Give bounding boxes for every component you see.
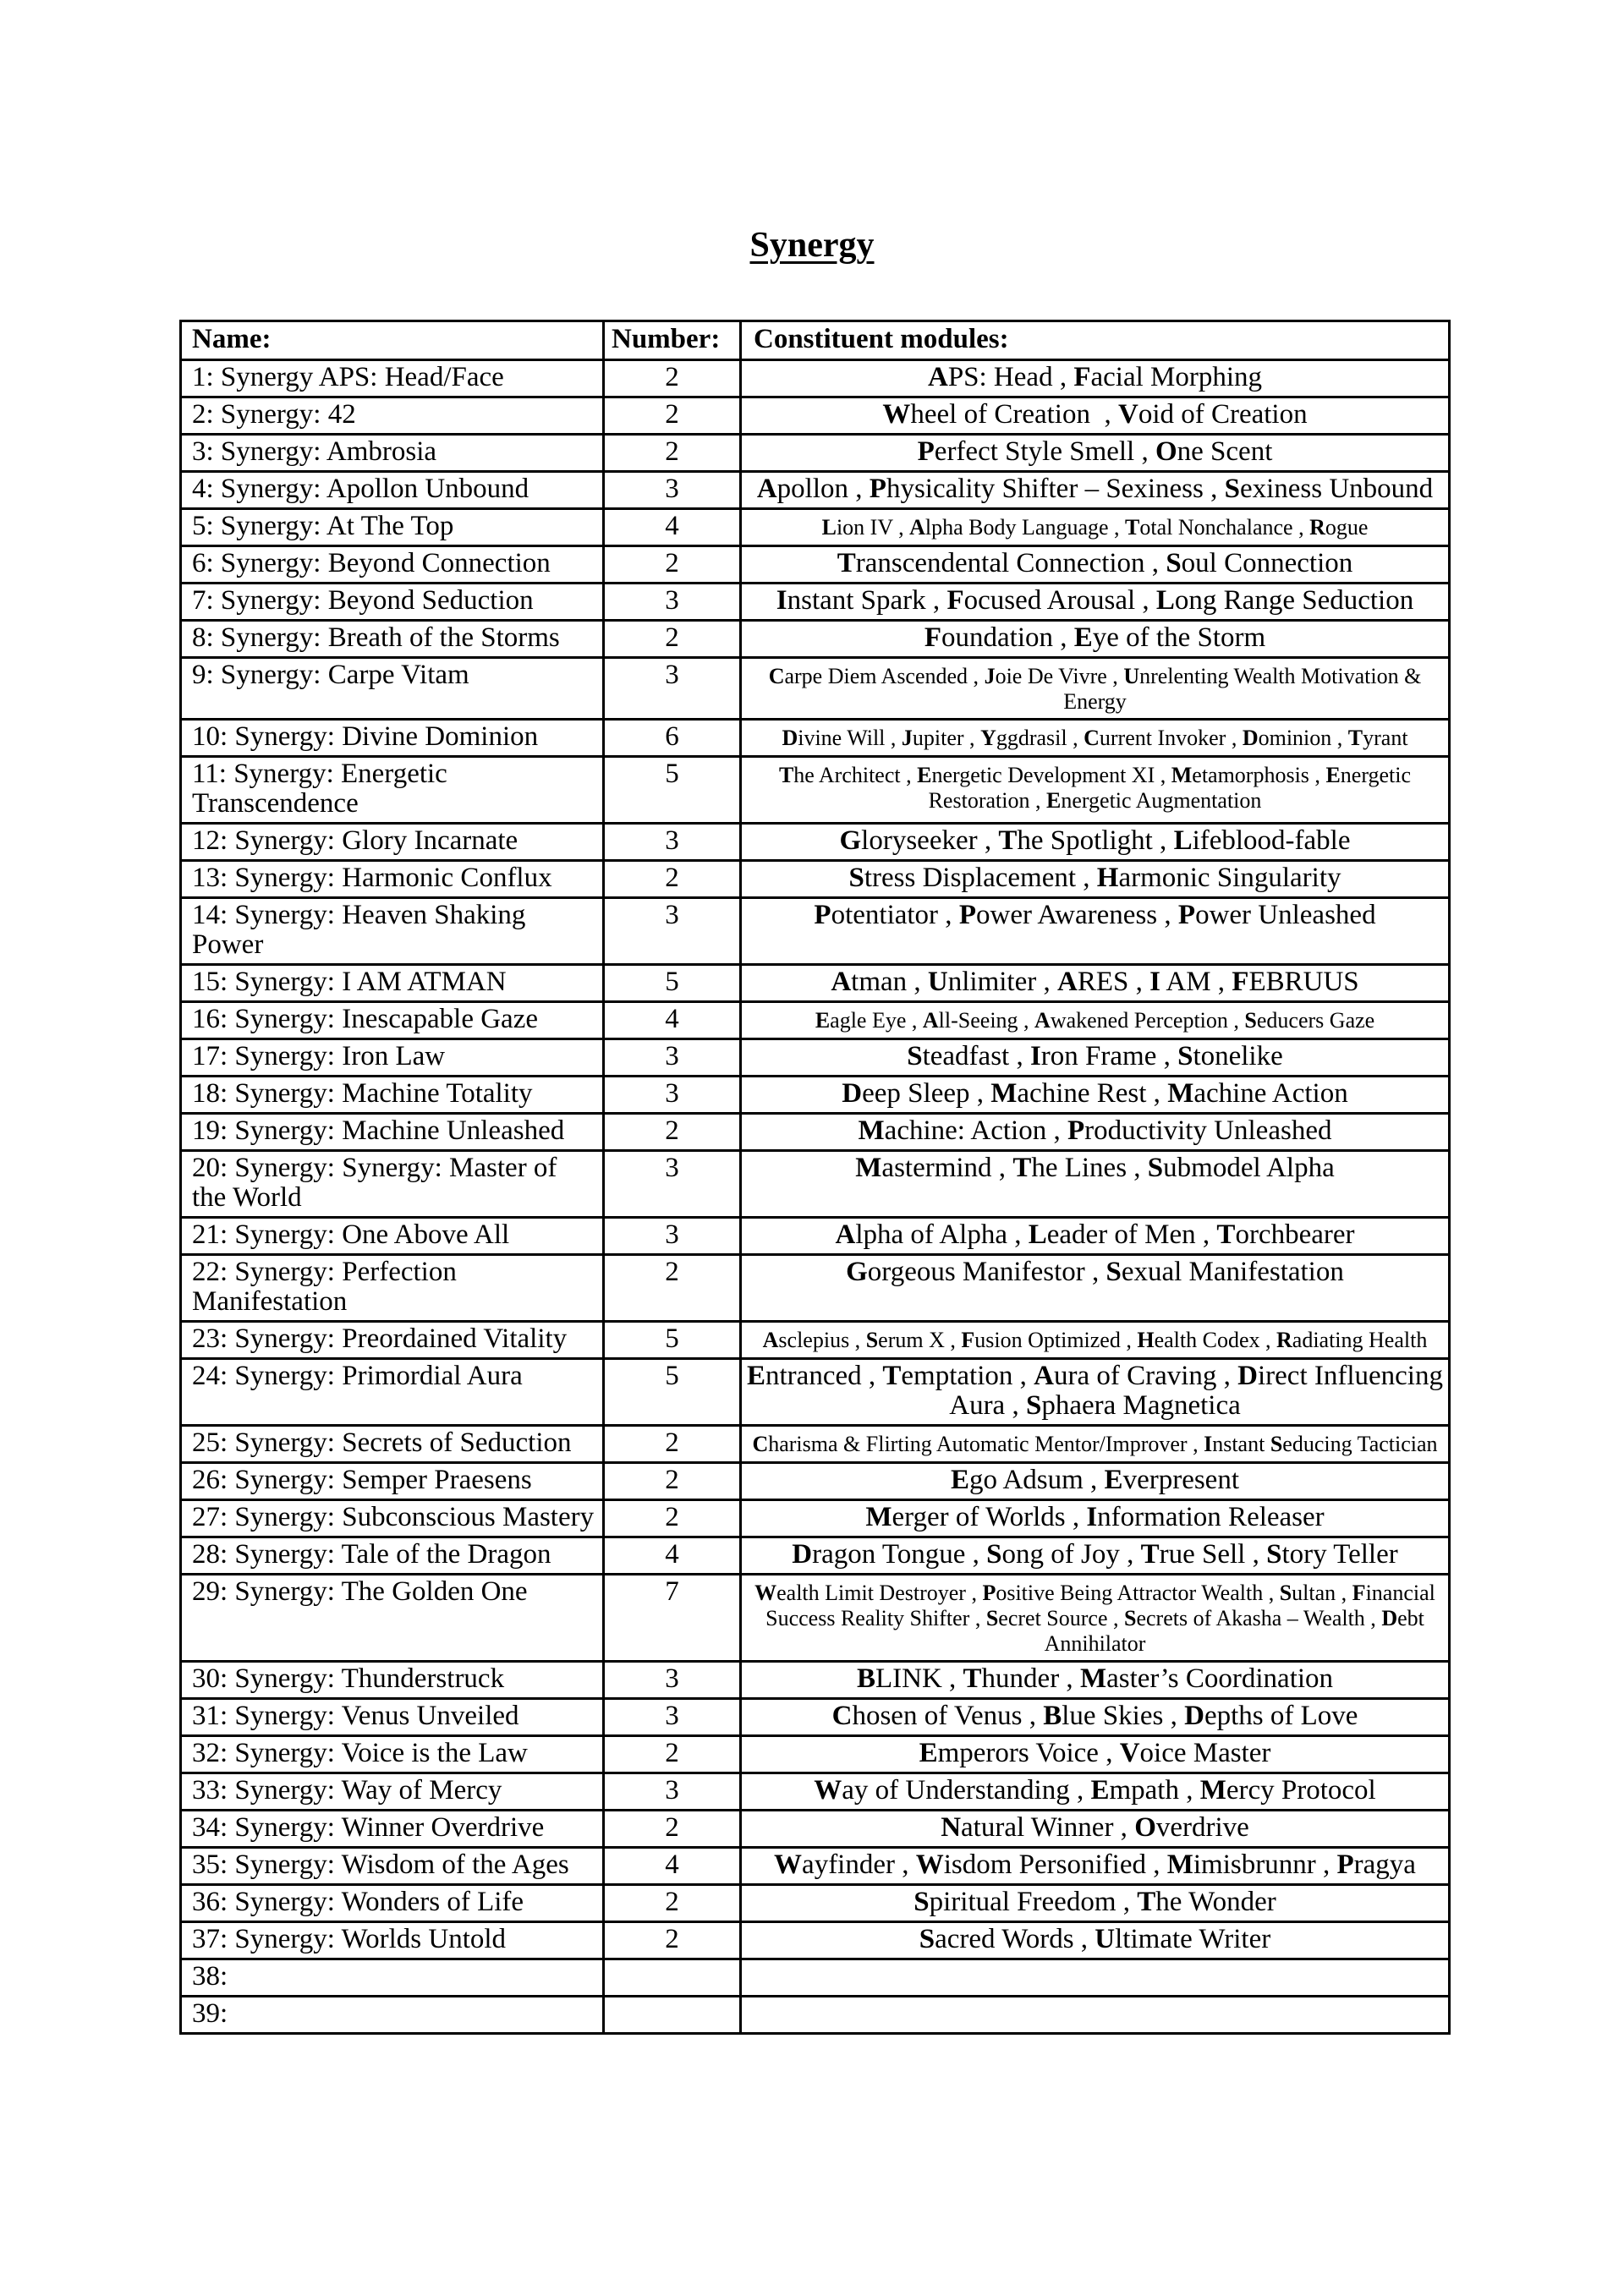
name-cell: 4: Synergy: Apollon Unbound: [181, 472, 604, 509]
table-row: [181, 1002, 1450, 1039]
number-cell: 4: [604, 1537, 741, 1575]
number-cell: [604, 1997, 741, 2034]
number-cell: 2: [604, 397, 741, 435]
name-cell: 16: Synergy: Inescapable Gaze: [181, 1002, 604, 1039]
modules-cell: Potentiator , Power Awareness , Power Unleashed: [741, 898, 1450, 965]
modules-cell: Natural Winner , Overdrive: [741, 1811, 1450, 1848]
table-row: [181, 1885, 1450, 1922]
table-row: [181, 1039, 1450, 1077]
name-cell: 29: Synergy: The Golden One: [181, 1575, 604, 1662]
table-row: [181, 965, 1450, 1002]
number-cell: 2: [604, 1500, 741, 1537]
modules-cell: Instant Spark , Focused Arousal , Long Range Seduction: [741, 584, 1450, 621]
number-cell: 2: [604, 1885, 741, 1922]
name-cell: 17: Synergy: Iron Law: [181, 1039, 604, 1077]
name-cell: 21: Synergy: One Above All: [181, 1218, 604, 1255]
table-row: [181, 546, 1450, 584]
name-cell: 30: Synergy: Thunderstruck: [181, 1662, 604, 1699]
name-cell: 6: Synergy: Beyond Connection: [181, 546, 604, 584]
table-row: [181, 1922, 1450, 1959]
table-row: [181, 1811, 1450, 1848]
modules-cell: Entranced , Temptation , Aura of Craving , Direct Influencing Aura , Sphaera Magnetica: [741, 1359, 1450, 1426]
number-cell: 2: [604, 360, 741, 397]
number-cell: 5: [604, 965, 741, 1002]
modules-cell: Alpha of Alpha , Leader of Men , Torchbearer: [741, 1218, 1450, 1255]
name-cell: 18: Synergy: Machine Totality: [181, 1077, 604, 1114]
name-cell: 8: Synergy: Breath of the Storms: [181, 621, 604, 658]
modules-cell: The Architect , Energetic Development XI , Metamorphosis , Energetic Restoration , Energetic Augmentation: [741, 757, 1450, 824]
header-number: Number:: [604, 321, 741, 360]
name-cell: 2: Synergy: 42: [181, 397, 604, 435]
name-cell: 28: Synergy: Tale of the Dragon: [181, 1537, 604, 1575]
modules-cell: Perfect Style Smell , One Scent: [741, 435, 1450, 472]
modules-cell: Eagle Eye , All-Seeing , Awakened Perception , Seducers Gaze: [741, 1002, 1450, 1039]
page-title: [0, 225, 1624, 266]
name-cell: 35: Synergy: Wisdom of the Ages: [181, 1848, 604, 1885]
modules-cell: Spiritual Freedom , The Wonder: [741, 1885, 1450, 1922]
name-cell: 5: Synergy: At The Top: [181, 509, 604, 546]
name-cell: 14: Synergy: Heaven Shaking Power: [181, 898, 604, 965]
number-cell: 2: [604, 861, 741, 898]
modules-cell: Way of Understanding , Empath , Mercy Protocol: [741, 1773, 1450, 1811]
table-row: [181, 1255, 1450, 1322]
page-title-text: Synergy: [749, 226, 875, 265]
modules-cell: Ego Adsum , Everpresent: [741, 1463, 1450, 1500]
number-cell: 2: [604, 621, 741, 658]
name-cell: 9: Synergy: Carpe Vitam: [181, 658, 604, 720]
name-cell: 31: Synergy: Venus Unveiled: [181, 1699, 604, 1736]
modules-cell: Stress Displacement , Harmonic Singularity: [741, 861, 1450, 898]
modules-cell: Mastermind , The Lines , Submodel Alpha: [741, 1151, 1450, 1218]
modules-cell: Wheel of Creation , Void of Creation: [741, 397, 1450, 435]
table-row: [181, 898, 1450, 965]
modules-cell: Chosen of Venus , Blue Skies , Depths of Love: [741, 1699, 1450, 1736]
table-row: [181, 397, 1450, 435]
header-modules: Constituent modules:: [741, 321, 1450, 360]
table-row: [181, 1575, 1450, 1662]
table-row: [181, 360, 1450, 397]
number-cell: 5: [604, 757, 741, 824]
modules-cell: Transcendental Connection , Soul Connection: [741, 546, 1450, 584]
number-cell: 2: [604, 1255, 741, 1322]
modules-cell: Charisma & Flirting Automatic Mentor/Improver , Instant Seducing Tactician: [741, 1426, 1450, 1463]
table-row: [181, 1359, 1450, 1426]
number-cell: 3: [604, 824, 741, 861]
name-cell: 34: Synergy: Winner Overdrive: [181, 1811, 604, 1848]
number-cell: 3: [604, 1699, 741, 1736]
table-body: [181, 360, 1450, 2034]
number-cell: 3: [604, 1077, 741, 1114]
number-cell: 3: [604, 898, 741, 965]
name-cell: 24: Synergy: Primordial Aura: [181, 1359, 604, 1426]
modules-cell: Wayfinder , Wisdom Personified , Mimisbrunnr , Pragya: [741, 1848, 1450, 1885]
modules-cell: Gorgeous Manifestor , Sexual Manifestation: [741, 1255, 1450, 1322]
name-cell: 12: Synergy: Glory Incarnate: [181, 824, 604, 861]
table-row: [181, 1959, 1450, 1997]
table-header-row: [181, 321, 1450, 360]
number-cell: 2: [604, 546, 741, 584]
name-cell: 23: Synergy: Preordained Vitality: [181, 1322, 604, 1359]
modules-cell: Asclepius , Serum X , Fusion Optimized , Health Codex , Radiating Health: [741, 1322, 1450, 1359]
number-cell: 2: [604, 1811, 741, 1848]
table-row: [181, 824, 1450, 861]
table-row: [181, 1463, 1450, 1500]
modules-cell: APS: Head , Facial Morphing: [741, 360, 1450, 397]
number-cell: 5: [604, 1359, 741, 1426]
table-row: [181, 861, 1450, 898]
number-cell: 4: [604, 1002, 741, 1039]
number-cell: 2: [604, 1736, 741, 1773]
name-cell: 3: Synergy: Ambrosia: [181, 435, 604, 472]
name-cell: 32: Synergy: Voice is the Law: [181, 1736, 604, 1773]
table-row: [181, 1537, 1450, 1575]
modules-cell: Atman , Unlimiter , ARES , I AM , FEBRUUS: [741, 965, 1450, 1002]
table-row: [181, 1773, 1450, 1811]
name-cell: 33: Synergy: Way of Mercy: [181, 1773, 604, 1811]
table-row: [181, 658, 1450, 720]
modules-cell: Lion IV , Alpha Body Language , Total Nonchalance , Rogue: [741, 509, 1450, 546]
table-row: [181, 1151, 1450, 1218]
name-cell: 19: Synergy: Machine Unleashed: [181, 1114, 604, 1151]
modules-cell: Deep Sleep , Machine Rest , Machine Action: [741, 1077, 1450, 1114]
modules-cell: BLINK , Thunder , Master’s Coordination: [741, 1662, 1450, 1699]
number-cell: 2: [604, 1922, 741, 1959]
synergy-table: [179, 320, 1451, 2035]
table-row: [181, 1848, 1450, 1885]
name-cell: 38:: [181, 1959, 604, 1997]
modules-cell: Merger of Worlds , Information Releaser: [741, 1500, 1450, 1537]
number-cell: 3: [604, 584, 741, 621]
name-cell: 7: Synergy: Beyond Seduction: [181, 584, 604, 621]
number-cell: 2: [604, 1463, 741, 1500]
header-name: Name:: [181, 321, 604, 360]
modules-cell: Dragon Tongue , Song of Joy , True Sell , Story Teller: [741, 1537, 1450, 1575]
number-cell: 2: [604, 435, 741, 472]
modules-cell: Steadfast , Iron Frame , Stonelike: [741, 1039, 1450, 1077]
table-row: [181, 1500, 1450, 1537]
number-cell: 3: [604, 1039, 741, 1077]
table-row: [181, 472, 1450, 509]
name-cell: 1: Synergy APS: Head/Face: [181, 360, 604, 397]
modules-cell: Apollon , Physicality Shifter – Sexiness , Sexiness Unbound: [741, 472, 1450, 509]
table-row: [181, 757, 1450, 824]
number-cell: 4: [604, 509, 741, 546]
number-cell: 3: [604, 658, 741, 720]
name-cell: 37: Synergy: Worlds Untold: [181, 1922, 604, 1959]
name-cell: 22: Synergy: Perfection Manifestation: [181, 1255, 604, 1322]
modules-cell: Carpe Diem Ascended , Joie De Vivre , Unrelenting Wealth Motivation & Energy: [741, 658, 1450, 720]
table-row: [181, 1426, 1450, 1463]
modules-cell: Divine Will , Jupiter , Yggdrasil , Current Invoker , Dominion , Tyrant: [741, 720, 1450, 757]
number-cell: 6: [604, 720, 741, 757]
table-row: [181, 435, 1450, 472]
table-row: [181, 1077, 1450, 1114]
number-cell: 3: [604, 1662, 741, 1699]
number-cell: 5: [604, 1322, 741, 1359]
table-row: [181, 584, 1450, 621]
number-cell: 3: [604, 1151, 741, 1218]
table-row: [181, 1699, 1450, 1736]
name-cell: 20: Synergy: Synergy: Master of the World: [181, 1151, 604, 1218]
table-row: [181, 720, 1450, 757]
number-cell: 3: [604, 1218, 741, 1255]
table-row: [181, 1114, 1450, 1151]
table-row: [181, 1736, 1450, 1773]
name-cell: 26: Synergy: Semper Praesens: [181, 1463, 604, 1500]
number-cell: 2: [604, 1114, 741, 1151]
table-row: [181, 509, 1450, 546]
table-row: [181, 1322, 1450, 1359]
number-cell: [604, 1959, 741, 1997]
table-row: [181, 1997, 1450, 2034]
name-cell: 15: Synergy: I AM ATMAN: [181, 965, 604, 1002]
name-cell: 10: Synergy: Divine Dominion: [181, 720, 604, 757]
table-row: [181, 621, 1450, 658]
number-cell: 2: [604, 1426, 741, 1463]
number-cell: 7: [604, 1575, 741, 1662]
name-cell: 13: Synergy: Harmonic Conflux: [181, 861, 604, 898]
name-cell: 25: Synergy: Secrets of Seduction: [181, 1426, 604, 1463]
modules-cell: Emperors Voice , Voice Master: [741, 1736, 1450, 1773]
modules-cell: [741, 1997, 1450, 2034]
name-cell: 27: Synergy: Subconscious Mastery: [181, 1500, 604, 1537]
modules-cell: Foundation , Eye of the Storm: [741, 621, 1450, 658]
name-cell: 36: Synergy: Wonders of Life: [181, 1885, 604, 1922]
name-cell: 39:: [181, 1997, 604, 2034]
number-cell: 4: [604, 1848, 741, 1885]
name-cell: 11: Synergy: Energetic Transcendence: [181, 757, 604, 824]
modules-cell: Machine: Action , Productivity Unleashed: [741, 1114, 1450, 1151]
modules-cell: Sacred Words , Ultimate Writer: [741, 1922, 1450, 1959]
modules-cell: Gloryseeker , The Spotlight , Lifeblood-fable: [741, 824, 1450, 861]
modules-cell: [741, 1959, 1450, 1997]
table-row: [181, 1662, 1450, 1699]
table-row: [181, 1218, 1450, 1255]
modules-cell: Wealth Limit Destroyer , Positive Being Attractor Wealth , Sultan , Financial Success Reality Shifter , Secret Source , Secrets of Akasha – Wealth , Debt Annihilator: [741, 1575, 1450, 1662]
number-cell: 3: [604, 1773, 741, 1811]
number-cell: 3: [604, 472, 741, 509]
